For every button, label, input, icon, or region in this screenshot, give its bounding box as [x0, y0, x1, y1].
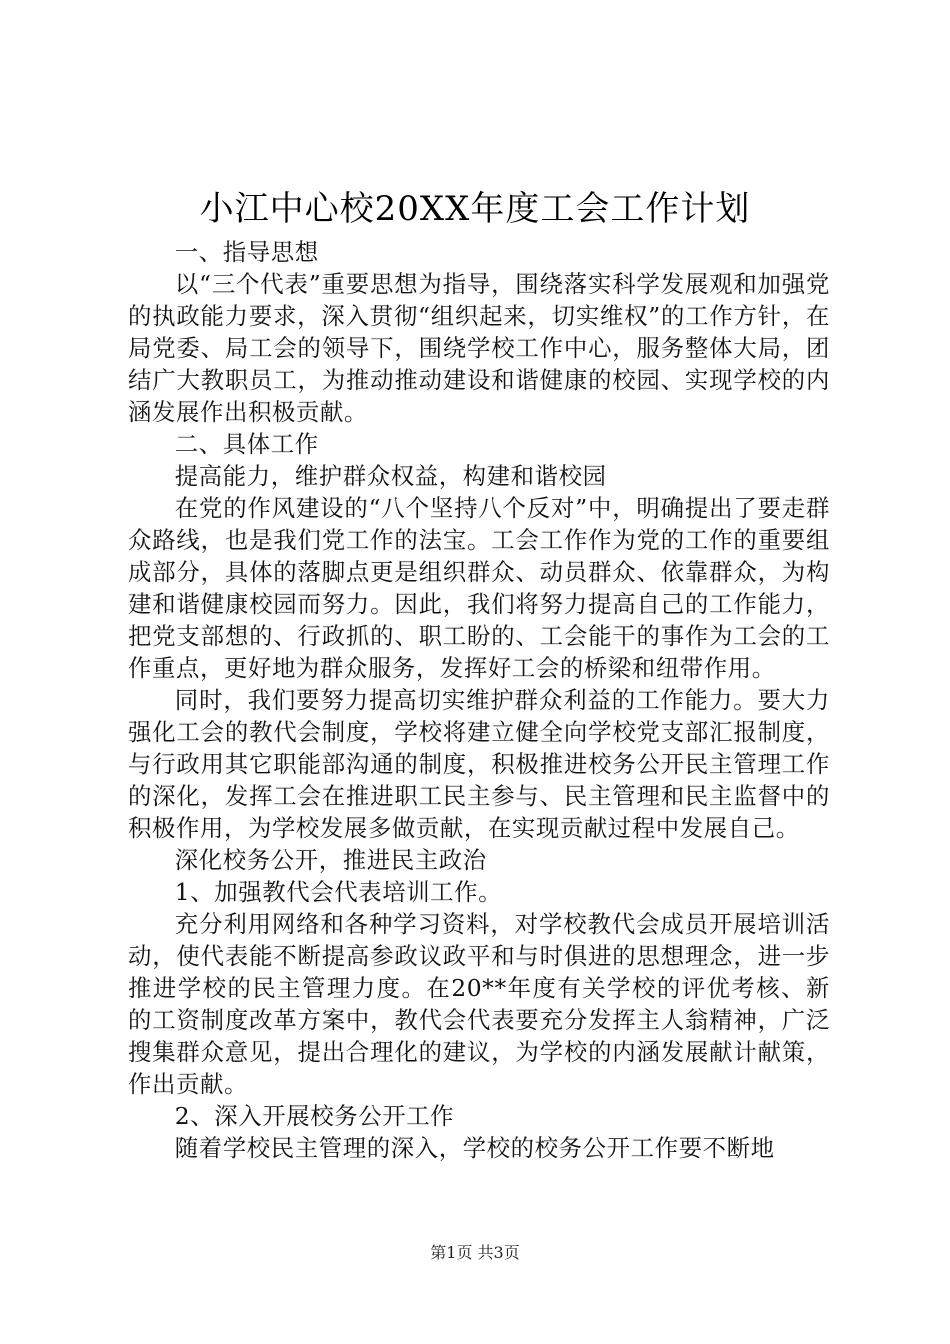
subheading: 深化校务公开，推进民主政治 [174, 846, 487, 874]
paragraph: 充分利用网络和各种学习资料，对学校教代会成员开展培训活动，使代表能不断提高参政议政平和与时俱进的思想理念，进一步推进学校的民主管理力度。在20**年度有关学校的评优考核、新的工资制度改革方案中，教代会代表要充分发挥主人翁精神，广泛搜集群众意见，提出合理化的建议，为学校的内涵发展献计献策，作出贡献。 [128, 910, 830, 1098]
document-title: 小江中心校20XX年度工会工作计划 [199, 189, 751, 229]
numbered-item: 1、加强教代会代表培训工作。 [174, 878, 503, 906]
paragraph: 随着学校民主管理的深入，学校的校务公开工作要不断地 [174, 1134, 775, 1162]
heading-guiding-ideology: 一、指导思想 [174, 238, 319, 266]
subheading: 提高能力，维护群众权益，构建和谐校园 [174, 462, 607, 490]
heading-specific-work: 二、具体工作 [174, 430, 319, 458]
paragraph: 以“三个代表”重要思想为指导，围绕落实科学发展观和加强党的执政能力要求，深入贯彻“组织起来，切实维权”的工作方针，在局党委、局工会的领导下，围绕学校工作中心，服务整体大局，团结广大教职员工，为推动推动建设和谐健康的校园、实现学校的内涵发展作出积极贡献。 [128, 270, 830, 426]
numbered-item: 2、深入开展校务公开工作 [174, 1102, 455, 1130]
paragraph: 同时，我们要努力提高切实维护群众利益的工作能力。要大力强化工会的教代会制度，学校将建立健全向学校党支部汇报制度，与行政用其它职能部沟通的制度，积极推进校务公开民主管理工作的深化，发挥工会在推进职工民主参与、民主管理和民主监督中的积极作用，为学校发展多做贡献，在实现贡献过程中发展自己。 [128, 686, 830, 842]
page-number-footer: 第1页 共3页 [430, 1243, 520, 1262]
document-body [128, 236, 830, 1164]
paragraph: 在党的作风建设的“八个坚持八个反对”中，明确提出了要走群众路线，也是我们党工作的法宝。工会工作作为党的工作的重要组成部分，具体的落脚点更是组织群众、动员群众、依靠群众，为构建和谐健康校园而努力。因此，我们将努力提高自己的工作能力，把党支部想的、行政抓的、职工盼的、工会能干的事作为工会的工作重点，更好地为群众服务，发挥好工会的桥梁和纽带作用。 [128, 494, 830, 682]
